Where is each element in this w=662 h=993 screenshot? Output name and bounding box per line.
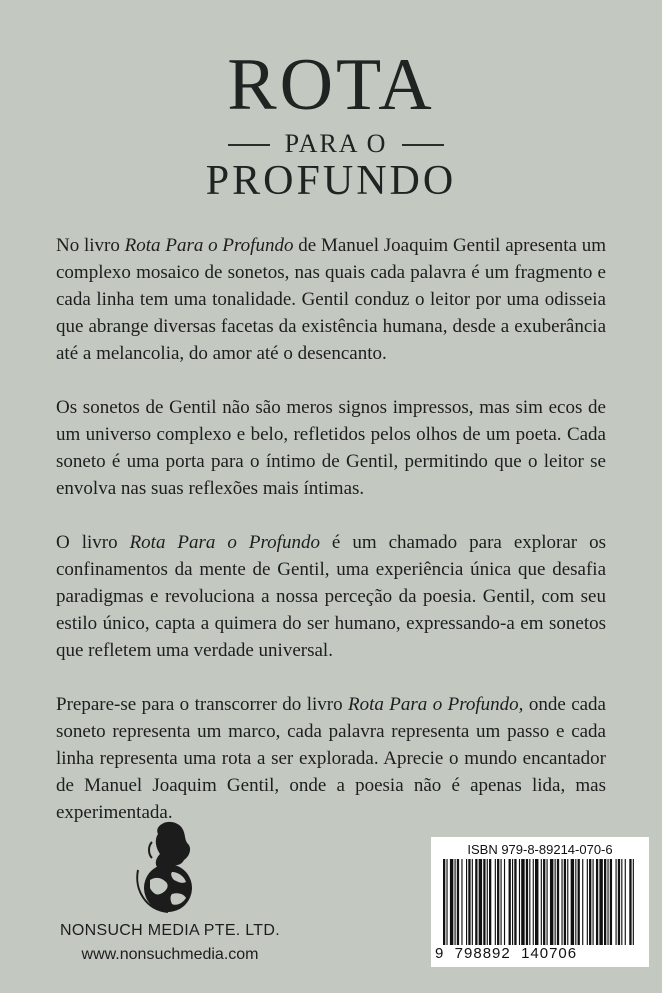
barcode-bar xyxy=(610,859,612,945)
barcode-bar xyxy=(495,859,496,945)
barcode-bar xyxy=(587,859,588,945)
barcode-bar xyxy=(461,859,462,945)
barcode-bar xyxy=(607,859,608,945)
paragraph-1 xyxy=(56,232,606,367)
back-cover-blurb xyxy=(56,232,606,826)
barcode-bar xyxy=(575,859,576,945)
publisher-logo-icon xyxy=(132,820,204,915)
publisher-name: NONSUCH MEDIA PTE. LTD. xyxy=(60,922,280,939)
barcode-bars xyxy=(439,859,639,947)
p4-text-a: Prepare-se para o transcorrer do livro xyxy=(56,694,348,715)
barcode-bar xyxy=(457,859,459,945)
barcode-bar xyxy=(541,859,542,945)
barcode-bar xyxy=(475,859,477,945)
barcode-bar xyxy=(509,859,511,945)
barcode-bar xyxy=(521,859,524,945)
barcode-bar xyxy=(625,859,626,945)
barcode-bar xyxy=(629,859,631,945)
title-rule-left xyxy=(228,144,270,146)
barcode-bar xyxy=(443,859,445,945)
isbn-barcode xyxy=(431,837,649,967)
barcode-bar xyxy=(571,859,574,945)
barcode-bar xyxy=(504,859,505,945)
barcode-bar xyxy=(547,859,548,945)
p3-book-title: Rota Para o Profundo xyxy=(129,532,320,553)
barcode-bar xyxy=(501,859,502,945)
p3-text-b: é um chamado para explorar os confinamentos da mente de Gentil, uma experiência única que desafia paradigmas e revoluciona a nossa perceção da poesia. Gentil, com seu estilo único, capta a quimera do ser humano, expressando-a em sonetos que refletem uma verdade universal. xyxy=(56,532,606,661)
barcode-bar xyxy=(468,859,470,945)
paragraph-2: Os sonetos de Gentil não são meros signos impressos, mas sim ecos de um universo complexo e belo, refletidos pelos olhos de um poeta. Cada soneto é uma porta para o íntimo de Gentil, permitindo que o leitor se envolva nas suas reflexões mais íntimas. xyxy=(56,397,606,499)
barcode-bar xyxy=(616,859,617,945)
p1-text-a: No livro xyxy=(56,235,125,256)
barcode-bar xyxy=(450,859,453,945)
barcode-bar xyxy=(455,859,456,945)
barcode-bar xyxy=(621,859,622,945)
barcode-bar xyxy=(578,859,580,945)
title-main: ROTA xyxy=(227,44,435,126)
publisher-block xyxy=(40,820,300,980)
barcode-bar xyxy=(483,859,485,945)
barcode-bar xyxy=(514,859,516,945)
book-title xyxy=(0,0,662,210)
title-subtitle-row xyxy=(0,129,662,158)
barcode-number: 9 798892 140706 xyxy=(435,945,578,962)
barcode-bar xyxy=(489,859,491,945)
barcode-bar xyxy=(519,859,520,945)
barcode-bar xyxy=(599,859,602,945)
barcode-bar xyxy=(618,859,620,945)
p4-text-b: onde cada soneto representa um marco, cada palavra representa um passo e cada linha representa uma rota a ser explorada. Aprecie o mundo encantador de Manuel Joaquim Gentil, onde a poesia não é apenas lida, mas experimentada. xyxy=(56,694,606,823)
barcode-bar xyxy=(526,859,528,945)
publisher-url: www.nonsuchmedia.com xyxy=(81,946,259,963)
barcode-bar xyxy=(535,859,538,945)
title-rule-right xyxy=(402,144,444,146)
barcode-bar xyxy=(582,859,583,945)
barcode-bar xyxy=(529,859,530,945)
isbn-label: ISBN 979-8-89214-070-6 xyxy=(467,842,613,857)
title-sub2: PROFUNDO xyxy=(205,158,457,204)
barcode-bar xyxy=(633,859,634,945)
barcode-bar xyxy=(589,859,591,945)
p4-book-title: Rota Para o Profundo, xyxy=(348,694,524,715)
barcode-bar xyxy=(472,859,473,945)
barcode-bar xyxy=(561,859,562,945)
barcode-bar xyxy=(555,859,556,945)
title-sub: PARA O xyxy=(284,129,388,158)
paragraph-3 xyxy=(56,529,606,664)
barcode-bar xyxy=(497,859,499,945)
barcode-bar xyxy=(487,859,488,945)
barcode-bar xyxy=(550,859,553,945)
p1-text-b: de Manuel Joaquim Gentil apresenta um complexo mosaico de sonetos, nas quais cada palavra é um fragmento e cada linha tem uma tonalidade. Gentil conduz o leitor por uma odisseia que abrange diversas facetas da existência humana, desde a exuberância até a melancolia, do amor até o desencanto. xyxy=(56,235,606,364)
barcode-bar xyxy=(466,859,467,945)
p1-book-title: Rota Para o Profundo xyxy=(124,235,294,256)
barcode-bar xyxy=(512,859,513,945)
barcode-bar xyxy=(564,859,566,945)
barcode-bar xyxy=(543,859,545,945)
barcode-bar xyxy=(593,859,594,945)
barcode-bar xyxy=(567,859,568,945)
barcode-bar xyxy=(446,859,447,945)
barcode-bar xyxy=(604,859,606,945)
barcode-bar xyxy=(557,859,559,945)
barcode-bar xyxy=(479,859,482,945)
paragraph-4 xyxy=(56,691,606,826)
p3-text-a: O livro xyxy=(56,532,130,553)
barcode-bar xyxy=(596,859,598,945)
barcode-bar xyxy=(533,859,534,945)
